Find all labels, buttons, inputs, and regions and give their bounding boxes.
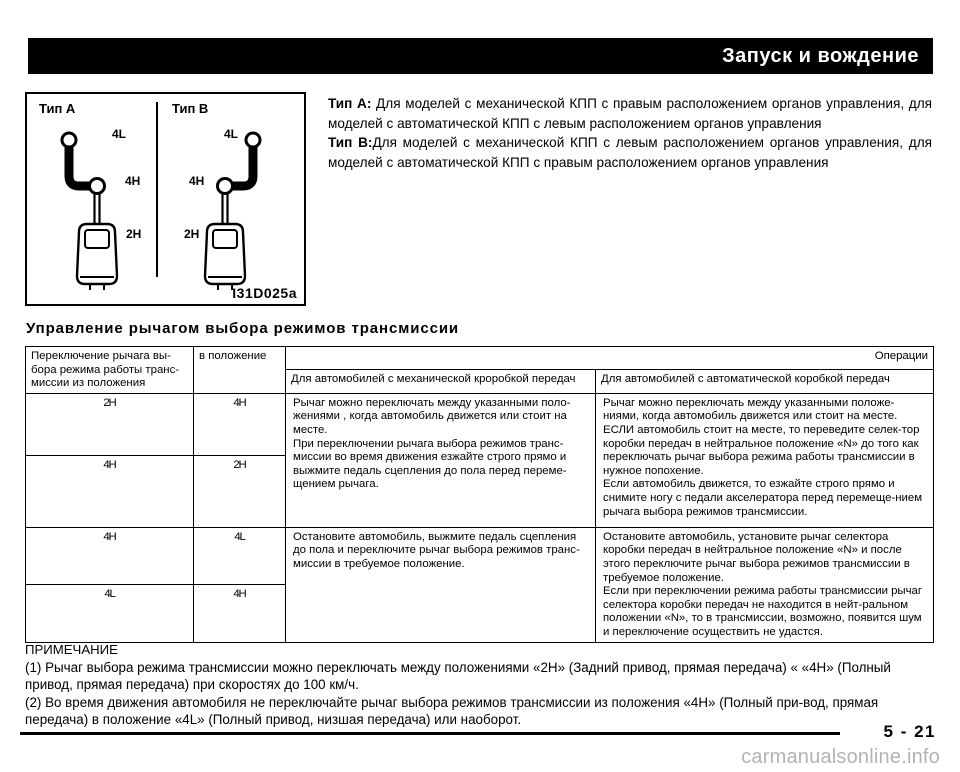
figure-a-pos-4l: 4L: [112, 127, 127, 141]
page-title: Запуск и вождение: [722, 45, 919, 67]
table-header-row: [26, 347, 934, 370]
group2-manual-p1: Остановите автомобиль, выжмите педаль сцепления до пола и переключите рычаг выбора режимов транс-миссии в требуемое положение.: [293, 530, 580, 570]
figure-type-a-label: Тип А: [39, 101, 76, 116]
row3-to-position: 4L: [194, 527, 286, 584]
group2-automatic-operations: [596, 527, 934, 642]
intro-type-a-bold: Тип А:: [328, 96, 372, 111]
intro-type-a-body: Для моделей с механической КПП с правым расположением органов управления, для моделей с автоматической КПП с левым расположением органов управления: [328, 96, 932, 131]
table-header-manual: Для автомобилей с механической кроробкой передач: [286, 370, 596, 393]
figure-divider: [156, 102, 158, 277]
figure-b-pos-2h: 2H: [184, 227, 200, 241]
table-header-from: Переключение рычага вы-бора режима работы транс-миссии из положения: [26, 347, 194, 394]
intro-type-b-paragraph: [328, 133, 932, 172]
figure-type-b-label: Тип В: [172, 101, 209, 116]
notes-title: ПРИМЕЧАНИЕ: [25, 642, 118, 657]
notes-block: [25, 641, 937, 729]
group2-auto-p2: Если при переключении режима работы трансмиссии рычаг селектора коробки передач не находится в нейт-ральном положении «N», то в трансмиссии, возможно, появится шум и переключение осуществить не удастся.: [603, 585, 923, 638]
row4-to-position: 4H: [194, 585, 286, 642]
group1-auto-p1: Рычаг можно переключать между указанными положе-ниями, когда автомобиль движется или стоит на месте.: [603, 396, 898, 423]
figure-code: I31D025a: [232, 285, 297, 301]
gear-lever-type-a-icon: [37, 114, 155, 292]
figure-b-pos-4h: 4H: [189, 174, 205, 188]
row2-from-position: 4H: [26, 455, 194, 527]
figure-b-pos-4l: 4L: [224, 127, 239, 141]
group1-manual-operations: [286, 393, 596, 527]
row3-from-position: 4H: [26, 527, 194, 584]
table-row: [26, 393, 934, 455]
table-row: [26, 527, 934, 584]
row1-from-position: 2H: [26, 393, 194, 455]
figure-a-pos-2h: 2H: [126, 227, 142, 241]
intro-text-block: [328, 94, 932, 172]
group1-auto-p3: Если автомобиль движется, то езжайте строго прямо и снимите ногу с педали акселератора перед перемеще-нием рычага выбора режимов трансмиссии.: [603, 478, 923, 518]
figure-a-pos-4h: 4H: [125, 174, 141, 188]
group1-manual-p1: Рычаг можно переключать между указанными поло-жениями , когда автомобиль движется или стоит на месте.: [293, 396, 571, 436]
transmission-modes-table-wrap: [25, 346, 933, 638]
group2-manual-operations: [286, 527, 596, 642]
intro-type-b-bold: Тип В:: [328, 135, 373, 151]
table-header-to: в положение: [194, 347, 286, 394]
intro-type-b-body: Для моделей с механической КПП с левым расположением органов управления, для моделей с автоматической КПП с правым расположением органов управления: [328, 135, 932, 170]
page-header-banner: [28, 38, 933, 74]
section-title: Управление рычагом выбора режимов трансмиссии: [26, 320, 460, 337]
intro-type-a-paragraph: [328, 94, 932, 133]
group2-auto-p1: Остановите автомобиль, установите рычаг селектора коробки передач в нейтральное положение «N» и после этого переключите рычаг выбора режимов трансмиссии в требуемое положение.: [603, 530, 910, 584]
transmission-modes-table: [25, 346, 934, 643]
table-header-operations: Операции: [286, 347, 934, 370]
transfer-lever-figure: [25, 92, 306, 306]
group1-manual-p2: При переключении рычага выбора режимов транс-миссии во время движения езжайте строго прямо и выжмите педаль сцепления до пола перед переме-щением рычага.: [293, 437, 567, 491]
row2-to-position: 2H: [194, 455, 286, 527]
footer-rule: [20, 732, 840, 735]
group1-automatic-operations: [596, 393, 934, 527]
table-header-automatic: Для автомобилей с автоматической коробкой передач: [596, 370, 934, 393]
group1-auto-p2: ЕСЛИ автомобиль стоит на месте, то переведите селек-тор коробки передач в нейтральное положение «N» до того как переключать рычаг выбора режима работы трансмиссии в нужное попохение.: [603, 423, 920, 477]
site-watermark: carmanualsonline.info: [741, 746, 940, 768]
page-number: 5 - 21: [883, 722, 936, 741]
row4-from-position: 4L: [26, 585, 194, 642]
note-item-2: (2) Во время движения автомобиля не переключайте рычаг выбора режимов трансмиссии из положения «4H» (Полный при-вод, прямая передача) в положение «4L» (Полный привод, низшая передача) или наоборот.: [25, 694, 879, 728]
row1-to-position: 4H: [194, 393, 286, 455]
note-item-1: (1) Рычаг выбора режима трансмиссии можно переключать между положениями «2H» (Задний привод, прямая передача) « «4H» (Полный привод, прямая передача) при скоростях до 100 км/ч.: [25, 659, 891, 693]
